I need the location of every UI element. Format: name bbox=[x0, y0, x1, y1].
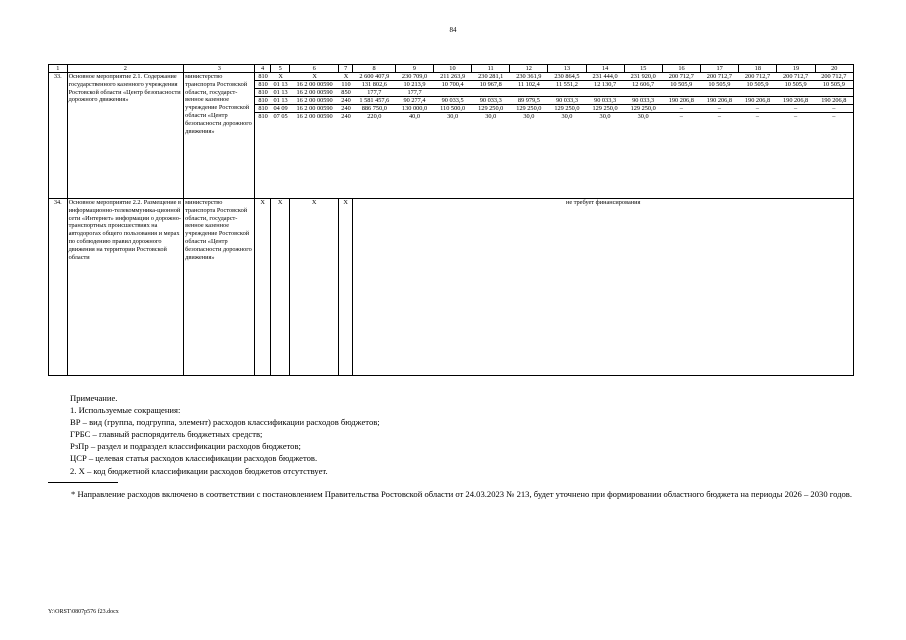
cell-value: 30,0 bbox=[599, 113, 611, 120]
cell-value: – bbox=[717, 113, 721, 120]
table-row-33 bbox=[49, 73, 854, 199]
cell-value: 200 712,7 bbox=[815, 73, 853, 81]
cell-value bbox=[586, 89, 624, 97]
cell-value: 01 13 bbox=[271, 89, 291, 97]
cell-value: 12 130,7 bbox=[586, 81, 624, 89]
column-number: 13 bbox=[548, 65, 586, 73]
activity-name: Основное мероприятие 2.1. Содержание государственного казенного учреждения Ростовской области «Центр безопасности дорожного движения» bbox=[67, 73, 184, 199]
cell-value: 220,0 bbox=[367, 113, 382, 120]
cell-value: 10 505,9 bbox=[662, 81, 700, 89]
cell-value: 190 206,8 bbox=[777, 97, 815, 105]
cell-value: 30,0 bbox=[523, 113, 535, 120]
cell-value: 1 581 457,6 bbox=[353, 97, 395, 105]
cell-value: 230 864,5 bbox=[548, 73, 586, 81]
cell-value: 810 bbox=[255, 97, 270, 105]
cell-value: 177,7 bbox=[395, 89, 433, 97]
cell-value: 200 712,7 bbox=[777, 73, 815, 81]
cell-value: 2 600 407,9 bbox=[353, 73, 395, 81]
file-path: Y:\ORST\0807p576 f23.docx bbox=[48, 609, 119, 615]
cell-value: 12 606,7 bbox=[624, 81, 662, 89]
cell-value: 10 967,8 bbox=[472, 81, 510, 89]
cell-value: 90 033,3 bbox=[586, 97, 624, 105]
funding-subrow bbox=[255, 73, 853, 81]
cell-value: 11 102,4 bbox=[510, 81, 548, 89]
column-number: 16 bbox=[662, 65, 700, 73]
cell-value: 90 033,3 bbox=[548, 97, 586, 105]
row-number: 33. bbox=[49, 73, 68, 199]
page-number: 84 bbox=[449, 26, 457, 34]
notes-block bbox=[70, 392, 380, 477]
cell-value: 90 033,3 bbox=[472, 97, 510, 105]
cell-value: – bbox=[755, 113, 760, 120]
cell-value: 30,0 bbox=[485, 113, 497, 120]
cell-value: 200 712,7 bbox=[700, 73, 738, 81]
note-line: ЦСР – целевая статья расходов классификации расходов бюджетов. bbox=[70, 453, 318, 464]
column-number: 6 bbox=[290, 65, 339, 73]
cell-value: 810 bbox=[255, 81, 270, 89]
cell-value bbox=[662, 89, 700, 97]
cell-value: 89 979,5 bbox=[510, 97, 548, 105]
column-number: 11 bbox=[472, 65, 510, 73]
row33-values bbox=[255, 73, 854, 199]
cell-value: 16 2 00 00590 bbox=[290, 105, 338, 113]
cell-value bbox=[738, 89, 776, 97]
column-number: 20 bbox=[815, 65, 853, 73]
cell-value: 10 505,9 bbox=[738, 81, 776, 89]
cell-value: 90 033,3 bbox=[624, 97, 662, 105]
column-number: 7 bbox=[338, 65, 352, 73]
cell-value: 10 505,9 bbox=[777, 81, 815, 89]
cell-value: 10 700,4 bbox=[434, 81, 472, 89]
cell-value: 230 361,9 bbox=[510, 73, 548, 81]
cell-value: 190 206,8 bbox=[662, 97, 700, 105]
cell-value: 129 250,0 bbox=[472, 105, 510, 113]
column-number: 2 bbox=[67, 65, 184, 73]
column-number: 1 bbox=[49, 65, 68, 73]
cell-value bbox=[700, 89, 738, 97]
cell-value: – bbox=[832, 113, 836, 120]
funding-note: не требует финансирования bbox=[353, 199, 854, 376]
cell-value: 01 13 bbox=[271, 97, 291, 105]
cell-value: 129 250,0 bbox=[586, 105, 624, 113]
funding-subrow bbox=[255, 105, 853, 113]
cell-value: – bbox=[738, 105, 776, 113]
cell-value: 16 2 00 00590 bbox=[290, 81, 338, 89]
cell-value: 110 bbox=[339, 81, 353, 89]
cell-value: 10 505,9 bbox=[700, 81, 738, 89]
cell-value: X bbox=[290, 73, 338, 81]
cell-value: 200 712,7 bbox=[738, 73, 776, 81]
cell-value: 07 05 bbox=[273, 113, 288, 120]
cell-value: 30,0 bbox=[447, 113, 459, 120]
cell-value: 190 206,8 bbox=[738, 97, 776, 105]
code-vr: X bbox=[338, 199, 352, 376]
cell-value: 90 033,5 bbox=[434, 97, 472, 105]
note-line: РзПр – раздел и подраздел классификации расходов бюджетов; bbox=[70, 441, 301, 452]
cell-value: 04 09 bbox=[271, 105, 291, 113]
cell-value: 129 250,0 bbox=[624, 105, 662, 113]
cell-value: 129 250,0 bbox=[510, 105, 548, 113]
footnote-divider bbox=[48, 482, 118, 483]
header-row bbox=[49, 65, 854, 73]
cell-value: – bbox=[662, 105, 700, 113]
column-number: 10 bbox=[433, 65, 471, 73]
cell-value: – bbox=[815, 105, 853, 113]
cell-value: 11 551,2 bbox=[548, 81, 586, 89]
cell-value: 886 750,0 bbox=[353, 105, 395, 113]
cell-value: 177,7 bbox=[353, 89, 395, 97]
executor-name: министерство транспорта Ростовской области, государст-венное казенное учреждение Ростовской области «Центр безопасности дорожного движения» bbox=[184, 199, 255, 376]
funding-subrow bbox=[255, 97, 853, 105]
note-line: ВР – вид (группа, подгруппа, элемент) расходов классификации расходов бюджетов; bbox=[70, 417, 380, 428]
cell-value bbox=[472, 89, 510, 97]
cell-value: 110 500,0 bbox=[434, 105, 472, 113]
cell-value: 810 bbox=[255, 105, 270, 113]
cell-value: 810 bbox=[258, 113, 268, 120]
cell-value: 131 802,6 bbox=[353, 81, 395, 89]
cell-value bbox=[548, 89, 586, 97]
cell-value: 16 2 00 00590 bbox=[290, 97, 338, 105]
column-number: 18 bbox=[739, 65, 777, 73]
cell-value: 30,0 bbox=[637, 113, 649, 120]
cell-value bbox=[815, 89, 853, 97]
table-row-34 bbox=[49, 199, 854, 376]
cell-value: 16 2 00 00590 bbox=[296, 113, 333, 120]
column-number: 5 bbox=[270, 65, 290, 73]
cell-value bbox=[510, 89, 548, 97]
cell-value: 40,0 bbox=[409, 113, 421, 120]
column-number: 14 bbox=[586, 65, 624, 73]
column-number: 8 bbox=[353, 65, 395, 73]
cell-value: 190 206,8 bbox=[700, 97, 738, 105]
cell-value: X bbox=[271, 73, 291, 81]
column-number: 12 bbox=[510, 65, 548, 73]
cell-value: 231 444,0 bbox=[586, 73, 624, 81]
cell-value: 10 213,9 bbox=[395, 81, 433, 89]
cell-value: 16 2 00 00590 bbox=[290, 89, 338, 97]
footnote: * Направление расходов включено в соответствии с постановлением Правительства Ростовской области от 24.03.2023 № 213, будет уточнено при формировании областного бюджета на периоды 2026 – 2030 годов. bbox=[71, 489, 852, 499]
cell-value bbox=[434, 89, 472, 97]
column-number: 15 bbox=[624, 65, 662, 73]
note-line: ГРБС – главный распорядитель бюджетных средств; bbox=[70, 429, 263, 440]
code-grbs: X bbox=[255, 199, 270, 376]
column-number: 9 bbox=[395, 65, 433, 73]
cell-value: 190 206,8 bbox=[815, 97, 853, 105]
cell-value: 240 bbox=[339, 97, 353, 105]
funding-subrow bbox=[255, 81, 853, 89]
row-number: 34. bbox=[49, 199, 68, 376]
budget-table bbox=[48, 64, 854, 376]
cell-value: – bbox=[679, 113, 683, 120]
cell-value bbox=[624, 89, 662, 97]
column-number: 17 bbox=[701, 65, 739, 73]
column-number: 4 bbox=[255, 65, 270, 73]
cell-value: 231 920,0 bbox=[624, 73, 662, 81]
note-line: 2. X – код бюджетной классификации расходов бюджетов отсутствует. bbox=[70, 465, 328, 476]
funding-subrow bbox=[255, 113, 853, 121]
cell-value: – bbox=[700, 105, 738, 113]
cell-value: 10 505,9 bbox=[815, 81, 853, 89]
executor-name: министерство транспорта Ростовской области, государст-венное казенное учреждение Ростовской области «Центр безопасности дорожного движения» bbox=[184, 73, 255, 199]
cell-value: 129 250,0 bbox=[548, 105, 586, 113]
cell-value: 810 bbox=[255, 89, 270, 97]
note-line: 1. Используемые сокращения: bbox=[70, 405, 181, 416]
cell-value: 200 712,7 bbox=[662, 73, 700, 81]
code-csr: X bbox=[290, 199, 339, 376]
cell-value: 211 263,9 bbox=[434, 73, 472, 81]
note-title: Примечание. bbox=[70, 393, 118, 403]
column-number: 19 bbox=[777, 65, 815, 73]
cell-value: 230 709,0 bbox=[395, 73, 433, 81]
cell-value: 850 bbox=[339, 89, 353, 97]
cell-value: 90 277,4 bbox=[395, 97, 433, 105]
activity-name: Основное мероприятие 2.2. Размещение в информационно-телекоммуника-ционной сети «Интернет» информации о дорожно-транспортных происшествиях на автодорогах общего пользования и мерах по соблюдению правил дорожного движения на территории Ростовской области bbox=[67, 199, 184, 376]
cell-value: 130 000,0 bbox=[395, 105, 433, 113]
cell-value: – bbox=[777, 105, 815, 113]
cell-value: 01 13 bbox=[271, 81, 291, 89]
cell-value: 240 bbox=[341, 113, 351, 120]
cell-value: 230 281,1 bbox=[472, 73, 510, 81]
cell-value: 810 bbox=[255, 73, 270, 81]
cell-value: 30,0 bbox=[561, 113, 573, 120]
column-number: 3 bbox=[184, 65, 255, 73]
cell-value: X bbox=[339, 73, 353, 81]
funding-subrow bbox=[255, 89, 853, 97]
cell-value: – bbox=[794, 113, 798, 120]
cell-value: 240 bbox=[339, 105, 353, 113]
code-rzpr: X bbox=[270, 199, 290, 376]
cell-value bbox=[777, 89, 815, 97]
